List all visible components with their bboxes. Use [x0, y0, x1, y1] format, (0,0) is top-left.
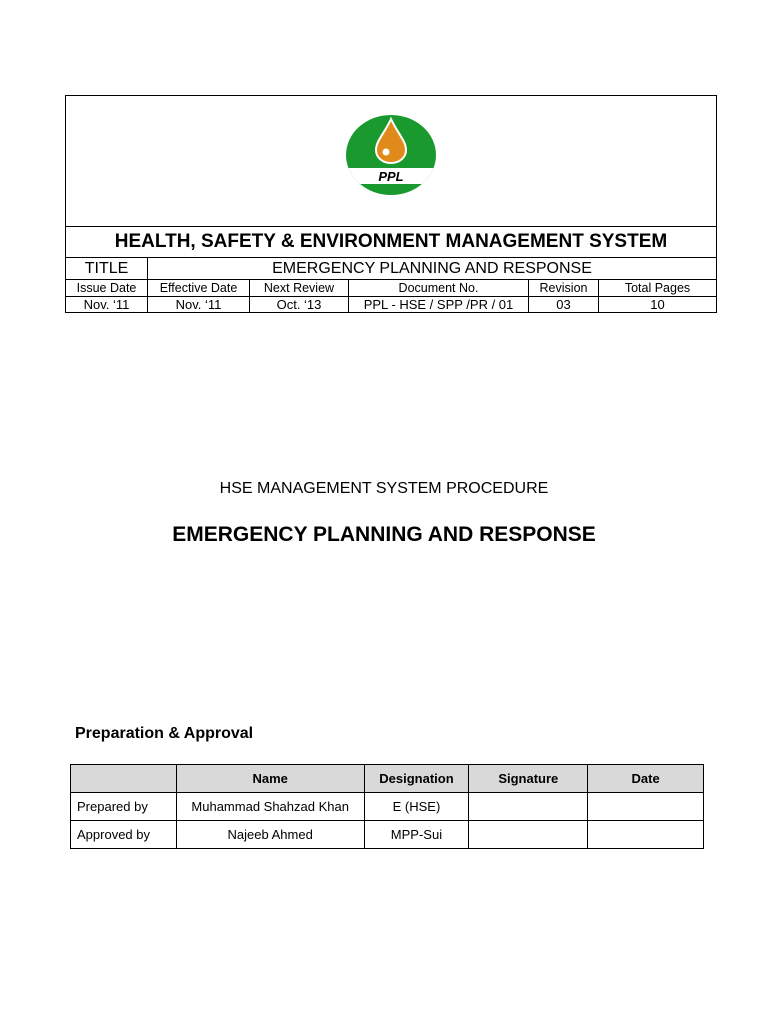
- document-header: [65, 95, 717, 313]
- designation-cell: MPP-Sui: [364, 821, 469, 849]
- table-row: [71, 821, 704, 849]
- date-cell: [588, 793, 704, 821]
- column-header-date: Date: [588, 765, 704, 793]
- column-header-signature: Signature: [469, 765, 588, 793]
- approval-table: [70, 764, 704, 849]
- meta-header-row: [66, 280, 716, 297]
- meta-header-issue-date: Issue Date: [66, 280, 148, 296]
- table-row: [71, 793, 704, 821]
- next-review: Oct. ‘13: [250, 297, 349, 312]
- role-cell: Prepared by: [71, 793, 177, 821]
- meta-header-next-review: Next Review: [250, 280, 349, 296]
- name-cell: Najeeb Ahmed: [176, 821, 364, 849]
- approval-heading: Preparation & Approval: [75, 725, 254, 742]
- name-cell: Muhammad Shahzad Khan: [176, 793, 364, 821]
- procedure-label: HSE MANAGEMENT SYSTEM PROCEDURE: [219, 480, 549, 497]
- title-value: EMERGENCY PLANNING AND RESPONSE: [272, 260, 592, 277]
- document-no: PPL - HSE / SPP /PR / 01: [349, 297, 529, 312]
- meta-header-total-pages: Total Pages: [624, 281, 691, 295]
- system-title: HEALTH, SAFETY & ENVIRONMENT MANAGEMENT SYSTEM: [66, 227, 716, 258]
- total-pages: 10: [650, 297, 665, 312]
- designation-cell: E (HSE): [364, 793, 469, 821]
- title-row: [66, 258, 716, 280]
- column-header-designation: Designation: [364, 765, 469, 793]
- title-label: TITLE: [66, 258, 148, 279]
- date-cell: [588, 821, 704, 849]
- role-cell: Approved by: [71, 821, 177, 849]
- signature-cell: [469, 793, 588, 821]
- logo-text: PPL: [378, 169, 404, 184]
- meta-header-effective-date: Effective Date: [148, 280, 250, 296]
- issue-date: Nov. ‘11: [66, 297, 148, 312]
- meta-header-revision: Revision: [529, 280, 599, 296]
- column-header-role: [71, 765, 177, 793]
- revision: 03: [529, 297, 599, 312]
- meta-header-document-no: Document No.: [349, 280, 529, 296]
- ppl-logo: [345, 114, 437, 196]
- logo-area: [66, 96, 716, 227]
- signature-cell: [469, 821, 588, 849]
- column-header-name: Name: [176, 765, 364, 793]
- approval-header-row: [71, 765, 704, 793]
- document-title: EMERGENCY PLANNING AND RESPONSE: [172, 523, 596, 546]
- effective-date: Nov. ‘11: [148, 297, 250, 312]
- meta-values-row: [66, 297, 716, 312]
